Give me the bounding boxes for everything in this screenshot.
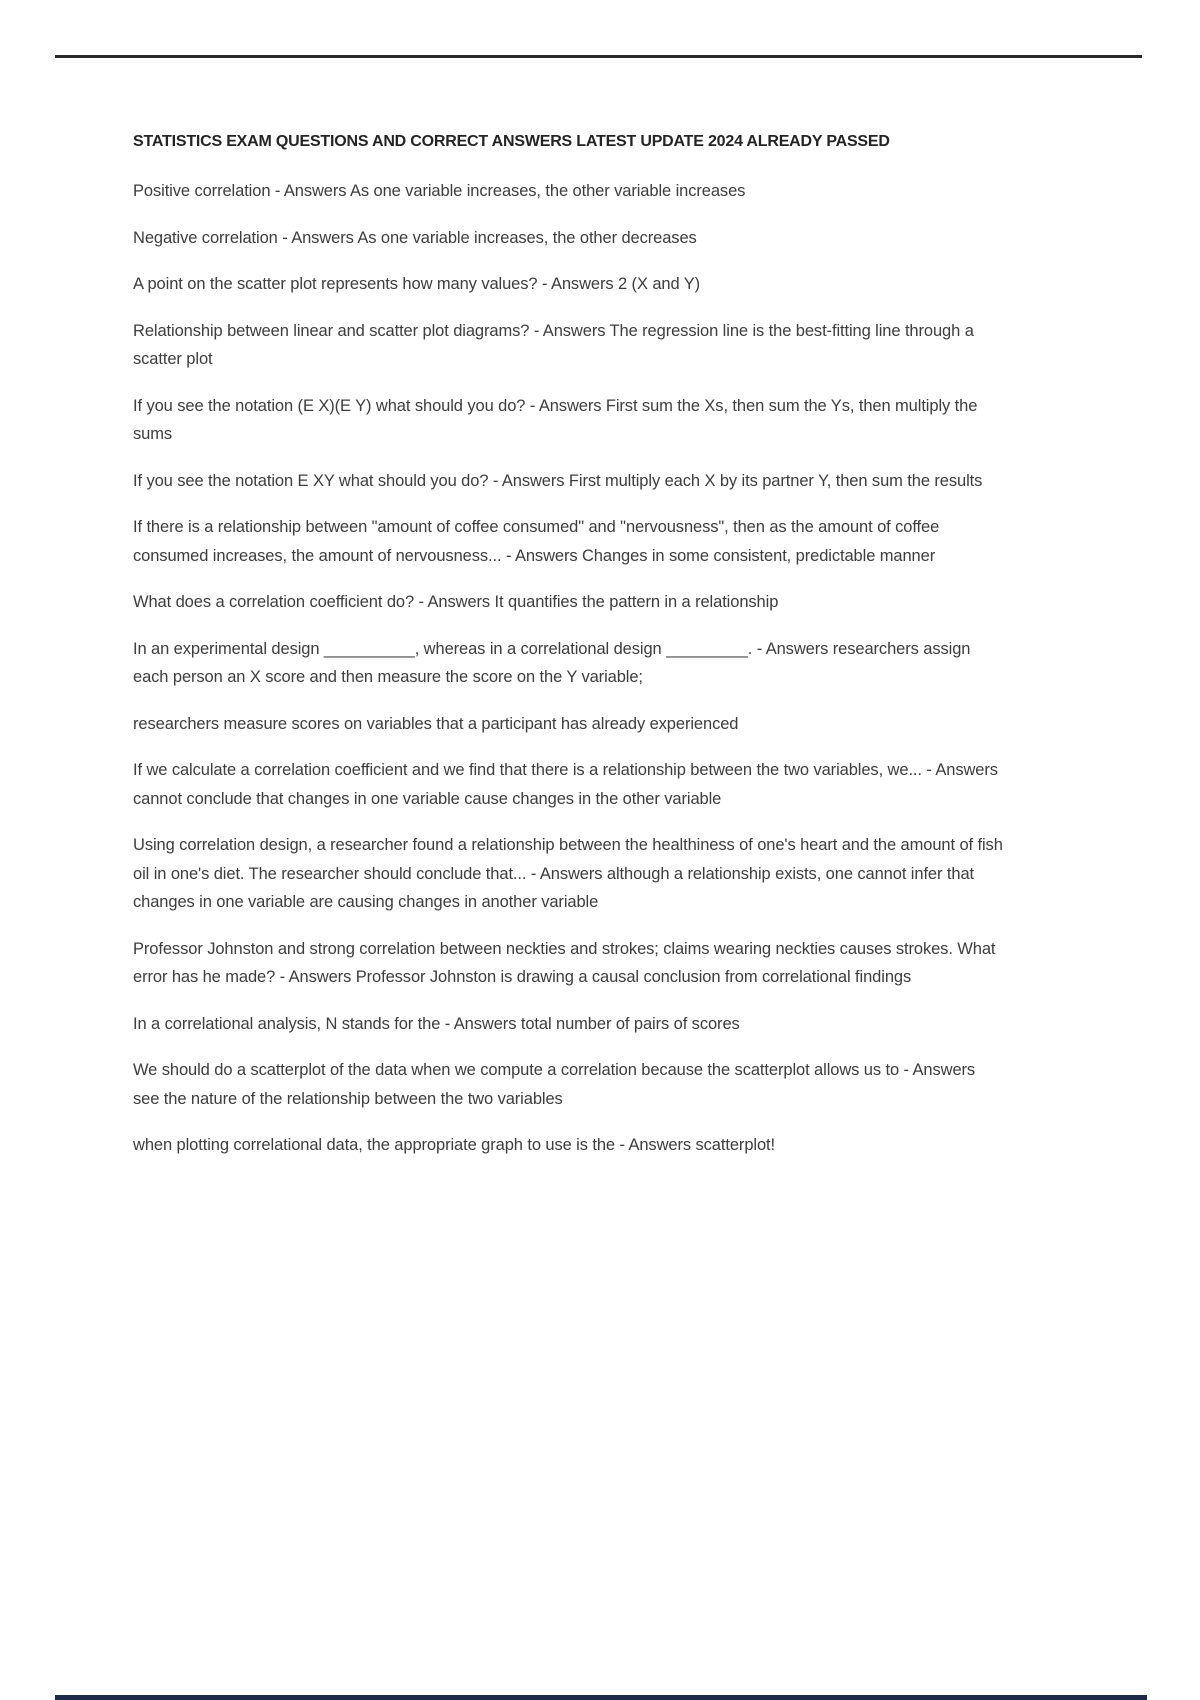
qa-paragraph: If there is a relationship between "amount of coffee consumed" and "nervousness", then as the amount of coffee consumed increases, the amount of nervousness... - Answers Changes in some consistent, predictable manner (133, 518, 940, 565)
qa-paragraph: What does a correlation coefficient do? - Answers It quantifies the pattern in a relationship (133, 593, 779, 611)
qa-paragraph: If you see the notation (E X)(E Y) what should you do? - Answers First sum the Xs, then sum the Ys, then multiply the sums (133, 396, 978, 443)
qa-paragraph: If we calculate a correlation coefficient and we find that there is a relationship between the two variables, we... - Answers cannot conclude that changes in one variable cause changes in the other variable (133, 761, 998, 808)
qa-paragraph: If you see the notation E XY what should you do? - Answers First multiply each X by its partner Y, then sum the results (133, 471, 983, 490)
qa-paragraph: In a correlational analysis, N stands for the - Answers total number of pairs of scores (133, 1014, 740, 1033)
qa-paragraph: when plotting correlational data, the appropriate graph to use is the - Answers scatterplot! (133, 1136, 776, 1154)
qa-paragraph: Professor Johnston and strong correlation between neckties and strokes; claims wearing neckties causes strokes. What error has he made? - Answers Professor Johnston is drawing a causal conclusion from correlational findings (133, 939, 996, 986)
qa-paragraph: In an experimental design __________, whereas in a correlational design _________. - Answers researchers assign each person an X score and then measure the score on the Y variable; (133, 639, 971, 686)
document-title: STATISTICS EXAM QUESTIONS AND CORRECT ANSWERS LATEST UPDATE 2024 ALREADY PASSED (133, 133, 890, 150)
qa-paragraph: Relationship between linear and scatter plot diagrams? - Answers The regression line is the best-fitting line through a scatter plot (133, 321, 974, 368)
qa-paragraph: A point on the scatter plot represents how many values? - Answers 2 (X and Y) (133, 275, 701, 293)
footer-rule (55, 1695, 1147, 1700)
qa-paragraph: Positive correlation - Answers As one variable increases, the other variable increases (133, 182, 746, 200)
document-body (133, 131, 1005, 1178)
qa-paragraph: researchers measure scores on variables that a participant has already experienced (133, 714, 739, 733)
qa-paragraph: Using correlation design, a researcher found a relationship between the healthiness of one's heart and the amount of fish oil in one's diet. The researcher should conclude that... - Answers although a relationship exists, one cannot infer that changes in one variable are causing changes in another variable (133, 836, 1003, 911)
header-rule (55, 55, 1142, 58)
qa-paragraph: We should do a scatterplot of the data when we compute a correlation because the scatterplot allows us to - Answers see the nature of the relationship between the two variables (133, 1061, 976, 1108)
qa-paragraph: Negative correlation - Answers As one variable increases, the other decreases (133, 228, 697, 247)
